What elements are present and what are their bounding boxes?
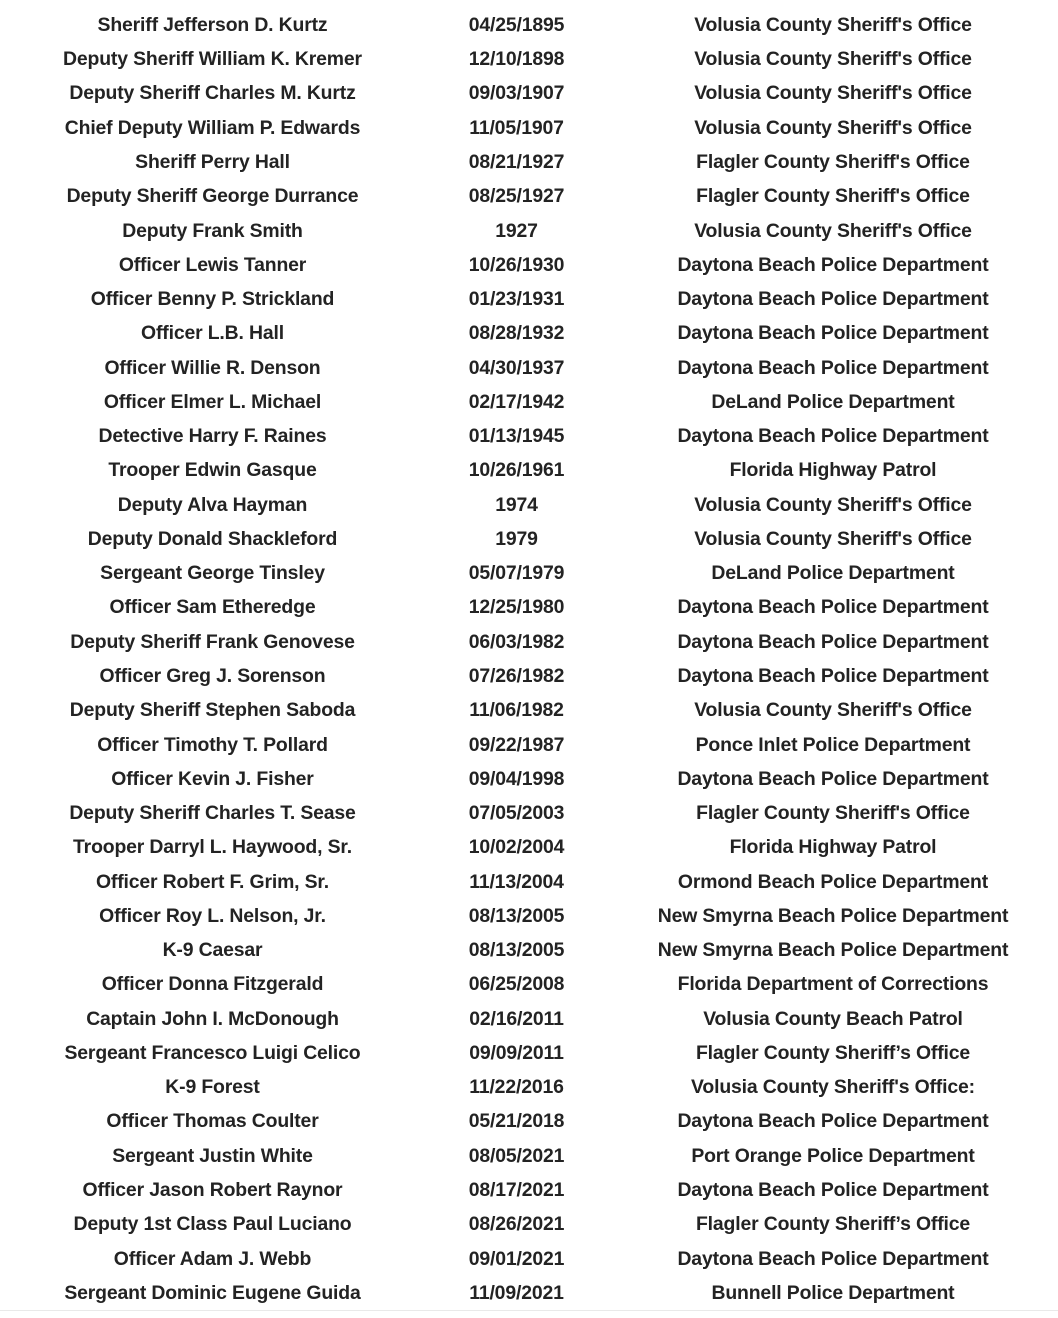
table-row (0, 179, 1058, 213)
officer-name-cell: Captain John I. McDonough (86, 1007, 339, 1030)
officer-name-cell: Deputy 1st Class Paul Luciano (73, 1213, 352, 1236)
table-row (0, 1242, 1058, 1276)
agency-cell: Bunnell Police Department (608, 1276, 1058, 1310)
officer-name-cell: Officer Thomas Coulter (106, 1110, 319, 1133)
officer-name-cell: Officer L.B. Hall (141, 322, 284, 345)
agency-cell: Daytona Beach Police Department (677, 767, 989, 790)
officer-name-cell: Officer Kevin J. Fisher (111, 767, 314, 790)
agency-cell: Daytona Beach Police Department (677, 253, 989, 276)
table-row (0, 488, 1058, 522)
date-of-death-cell: 01/13/1945 (468, 425, 565, 448)
date-of-death-cell: 07/26/1982 (468, 664, 565, 687)
table-row (0, 796, 1058, 830)
officer-name-cell: Officer Sam Etheredge (109, 596, 316, 619)
table-row (0, 1070, 1058, 1104)
date-of-death-cell: 11/09/2021 (425, 1276, 608, 1310)
table-row (0, 1173, 1058, 1207)
officer-name-cell: Deputy Alva Hayman (117, 493, 308, 516)
officer-name-cell: Officer Elmer L. Michael (103, 390, 322, 413)
table-row (0, 453, 1058, 487)
date-of-death-cell: 08/28/1932 (468, 322, 565, 345)
table-row (0, 77, 1058, 111)
date-of-death-cell: 06/03/1982 (468, 630, 565, 653)
agency-cell: Florida Highway Patrol (729, 459, 937, 482)
officer-name-cell: Deputy Sheriff Stephen Saboda (69, 699, 356, 722)
date-of-death-cell: 12/10/1898 (468, 48, 565, 71)
date-of-death-cell: 1979 (495, 527, 538, 550)
agency-cell: Ormond Beach Police Department (677, 870, 989, 893)
date-of-death-cell: 07/05/2003 (468, 802, 565, 825)
officer-name-cell: Deputy Sheriff Frank Genovese (70, 630, 355, 653)
officer-name-cell: Officer Adam J. Webb (113, 1247, 312, 1270)
date-of-death-cell: 12/25/1980 (468, 596, 565, 619)
agency-cell: Daytona Beach Police Department (677, 425, 989, 448)
table-row (0, 1002, 1058, 1036)
date-of-death-cell: 08/05/2021 (468, 1144, 565, 1167)
agency-cell: Volusia County Sheriff's Office (694, 527, 972, 550)
officer-name-cell: Deputy Donald Shackleford (87, 527, 338, 550)
date-of-death-cell: 09/01/2021 (468, 1247, 565, 1270)
date-of-death-cell: 02/17/1942 (468, 390, 565, 413)
agency-cell: Ponce Inlet Police Department (695, 733, 971, 756)
fallen-officers-table (0, 8, 1058, 1311)
date-of-death-cell: 09/09/2011 (469, 1041, 564, 1064)
officer-name-cell: Trooper Edwin Gasque (108, 459, 317, 482)
officer-name-cell: Officer Timothy T. Pollard (97, 733, 328, 756)
date-of-death-cell: 1974 (495, 493, 538, 516)
officer-name-cell: K-9 Forest (165, 1076, 260, 1099)
officer-name-cell: Sergeant Francesco Luigi Celico (64, 1041, 361, 1064)
table-row (0, 8, 1058, 42)
table-row (0, 556, 1058, 590)
agency-cell: Daytona Beach Police Department (677, 288, 989, 311)
table-row (0, 145, 1058, 179)
date-of-death-cell: 11/06/1982 (469, 699, 564, 722)
officer-name-cell: Officer Benny P. Strickland (90, 288, 335, 311)
table-row (0, 1036, 1058, 1070)
table-row (0, 762, 1058, 796)
agency-cell: Daytona Beach Police Department (677, 1178, 989, 1201)
agency-cell: Volusia County Sheriff's Office (694, 699, 972, 722)
officer-name-cell: K-9 Caesar (162, 939, 263, 962)
table-row (0, 1105, 1058, 1139)
date-of-death-cell: 01/23/1931 (468, 288, 565, 311)
agency-cell: Flagler County Sheriff's Office (696, 185, 970, 208)
officer-name-cell: Officer Robert F. Grim, Sr. (95, 870, 329, 893)
agency-cell: Volusia County Sheriff's Office (694, 219, 972, 242)
officer-name-cell: Officer Greg J. Sorenson (99, 664, 326, 687)
agency-cell: New Smyrna Beach Police Department (657, 939, 1009, 962)
officer-name-cell: Officer Lewis Tanner (118, 253, 307, 276)
officer-name-cell: Sergeant Dominic Eugene Guida (0, 1276, 425, 1310)
officer-name-cell: Sheriff Perry Hall (135, 151, 290, 173)
agency-cell: Volusia County Beach Patrol (703, 1007, 963, 1030)
date-of-death-cell: 05/21/2018 (468, 1110, 565, 1133)
officer-name-cell: Chief Deputy William P. Edwards (64, 116, 361, 139)
table-row (0, 728, 1058, 762)
officer-name-cell: Officer Jason Robert Raynor (82, 1178, 343, 1201)
table-row (0, 282, 1058, 316)
date-of-death-cell: 04/30/1937 (468, 356, 565, 379)
date-of-death-cell: 08/17/2021 (468, 1178, 565, 1201)
table-row (0, 659, 1058, 693)
officer-name-cell: Sergeant George Tinsley (100, 562, 325, 585)
agency-cell: Daytona Beach Police Department (677, 1110, 989, 1133)
table-row (0, 967, 1058, 1001)
table-row (0, 419, 1058, 453)
table-body (0, 8, 1058, 1310)
table-row (0, 591, 1058, 625)
officer-name-cell: Trooper Darryl L. Haywood, Sr. (73, 836, 352, 859)
officer-name-cell: Sheriff Jefferson D. Kurtz (97, 13, 328, 36)
table-row (0, 625, 1058, 659)
date-of-death-cell: 10/26/1961 (468, 459, 565, 482)
date-of-death-cell: 02/16/2011 (469, 1007, 564, 1030)
agency-cell: Daytona Beach Police Department (677, 630, 989, 653)
table-row (0, 899, 1058, 933)
agency-cell: Volusia County Sheriff's Office (694, 82, 972, 105)
table-row (0, 1207, 1058, 1241)
table-row (0, 1139, 1058, 1173)
date-of-death-cell: 04/25/1895 (468, 13, 565, 36)
agency-cell: Daytona Beach Police Department (677, 322, 989, 345)
date-of-death-cell: 08/26/2021 (468, 1213, 565, 1236)
officer-name-cell: Officer Donna Fitzgerald (101, 973, 324, 996)
table-row (0, 693, 1058, 727)
officer-name-cell: Detective Harry F. Raines (98, 425, 327, 448)
agency-cell: Florida Department of Corrections (677, 973, 989, 996)
agency-cell: Daytona Beach Police Department (677, 1247, 989, 1270)
date-of-death-cell: 10/02/2004 (468, 836, 565, 859)
date-of-death-cell: 1927 (495, 219, 538, 242)
agency-cell: New Smyrna Beach Police Department (657, 904, 1009, 927)
date-of-death-cell: 08/25/1927 (468, 185, 565, 208)
agency-cell: Volusia County Sheriff's Office (694, 13, 972, 36)
date-of-death-cell: 08/13/2005 (468, 939, 565, 962)
agency-cell: Port Orange Police Department (691, 1144, 975, 1167)
agency-cell: Flagler County Sheriff's Office (696, 151, 970, 173)
date-of-death-cell: 11/13/2004 (469, 870, 564, 893)
date-of-death-cell: 09/22/1987 (468, 733, 565, 756)
date-of-death-cell: 11/22/2016 (469, 1076, 564, 1099)
table-row (0, 933, 1058, 967)
agency-cell: Daytona Beach Police Department (677, 596, 989, 619)
agency-cell: Flagler County Sheriff’s Office (695, 1213, 971, 1236)
table-row (0, 522, 1058, 556)
agency-cell: Florida Highway Patrol (729, 836, 937, 859)
officer-name-cell: Deputy Frank Smith (122, 219, 303, 242)
date-of-death-cell: 10/26/1930 (468, 253, 565, 276)
table-row (0, 248, 1058, 282)
agency-cell: Volusia County Sheriff's Office (694, 493, 972, 516)
officer-name-cell: Deputy Sheriff George Durrance (66, 185, 359, 208)
agency-cell: Volusia County Sheriff's Office (694, 48, 972, 71)
officer-name-cell: Deputy Sheriff Charles T. Sease (69, 802, 356, 825)
table-row (0, 1276, 1058, 1310)
date-of-death-cell: 09/03/1907 (468, 82, 565, 105)
officer-name-cell: Officer Roy L. Nelson, Jr. (99, 904, 326, 927)
table-row (0, 214, 1058, 248)
date-of-death-cell: 06/25/2008 (468, 973, 565, 996)
date-of-death-cell: 08/21/1927 (468, 151, 565, 173)
agency-cell: Flagler County Sheriff’s Office (695, 1041, 971, 1064)
table-row (0, 42, 1058, 76)
agency-cell: Daytona Beach Police Department (677, 356, 989, 379)
table-row (0, 385, 1058, 419)
date-of-death-cell: 05/07/1979 (468, 562, 565, 585)
agency-cell: Volusia County Sheriff's Office: (691, 1076, 975, 1099)
agency-cell: Daytona Beach Police Department (677, 664, 989, 687)
agency-cell: DeLand Police Department (711, 390, 955, 413)
date-of-death-cell: 09/04/1998 (468, 767, 565, 790)
agency-cell: Flagler County Sheriff's Office (696, 802, 970, 825)
table-row (0, 316, 1058, 350)
officer-name-cell: Officer Willie R. Denson (104, 356, 321, 379)
date-of-death-cell: 11/05/1907 (469, 116, 564, 139)
table-row (0, 865, 1058, 899)
table-row (0, 830, 1058, 864)
date-of-death-cell: 08/13/2005 (468, 904, 565, 927)
officer-name-cell: Deputy Sheriff Charles M. Kurtz (69, 82, 356, 105)
table-row (0, 351, 1058, 385)
table-row (0, 111, 1058, 145)
officer-name-cell: Deputy Sheriff William K. Kremer (63, 48, 362, 71)
agency-cell: DeLand Police Department (711, 562, 955, 585)
agency-cell: Volusia County Sheriff's Office (694, 116, 972, 139)
officer-name-cell: Sergeant Justin White (112, 1144, 313, 1167)
